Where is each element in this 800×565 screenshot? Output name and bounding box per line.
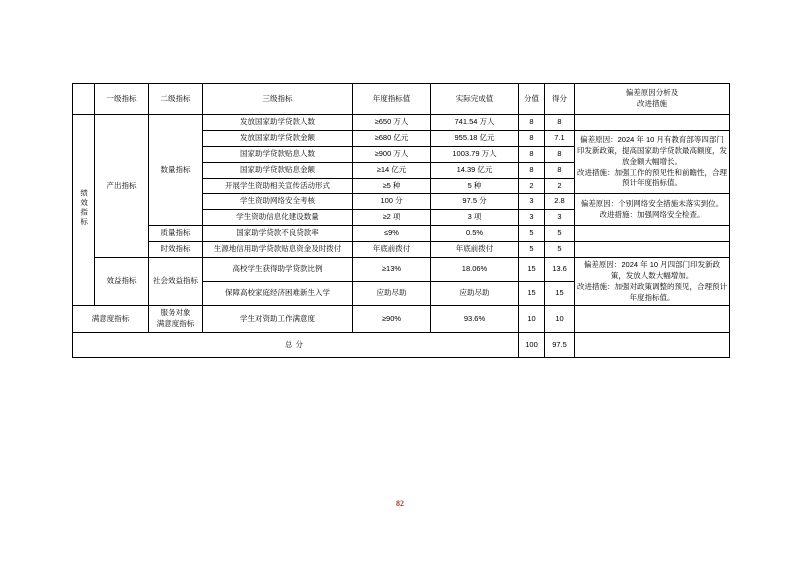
indicator-score: 8 [545, 115, 575, 131]
indicator-name: 国家助学贷款不良贷款率 [203, 226, 353, 242]
table-header-row [73, 84, 730, 115]
level2-quantity: 数量指标 [149, 115, 203, 226]
indicator-score: 13.6 [545, 257, 575, 281]
level2-service-satisfaction: 服务对象 满意度指标 [149, 306, 203, 333]
header-level2: 二级指标 [149, 84, 203, 115]
indicator-actual: 应助尽助 [431, 282, 519, 306]
table-row [73, 226, 730, 242]
indicator-actual: 0.5% [431, 226, 519, 242]
indicator-score-max: 8 [519, 146, 545, 162]
indicator-actual: 5 种 [431, 178, 519, 194]
indicator-score-max: 2 [519, 178, 545, 194]
indicator-score: 5 [545, 226, 575, 242]
indicator-target: ≥14 亿元 [353, 162, 431, 178]
table-row [73, 115, 730, 131]
indicator-score-max: 15 [519, 282, 545, 306]
indicator-name: 国家助学贷款贴息人数 [203, 146, 353, 162]
total-row [73, 333, 730, 358]
indicator-score: 2 [545, 178, 575, 194]
indicator-name: 国家助学贷款贴息金额 [203, 162, 353, 178]
header-actual: 实际完成值 [431, 84, 519, 115]
header-analysis: 偏差原因分析及 改进措施 [575, 84, 730, 115]
indicator-actual: 1003.79 万人 [431, 146, 519, 162]
indicator-score-max: 5 [519, 242, 545, 258]
performance-table-container [72, 83, 729, 358]
indicator-analysis: 偏差原因：个别网络安全措施未落实到位。 改进措施：加强网络安全检查。 [575, 194, 730, 226]
indicator-target: 应助尽助 [353, 282, 431, 306]
indicator-actual: 97.5 分 [431, 194, 519, 210]
indicator-actual: 年底前拨付 [431, 242, 519, 258]
indicator-score: 5 [545, 242, 575, 258]
indicator-analysis [575, 306, 730, 333]
indicator-name: 发放国家助学贷款金额 [203, 130, 353, 146]
indicator-name: 保障高校家庭经济困难新生入学 [203, 282, 353, 306]
header-target: 年度指标值 [353, 84, 431, 115]
performance-indicators-table [72, 83, 730, 358]
indicator-score: 7.1 [545, 130, 575, 146]
indicator-name: 生源地信用助学贷款贴息资金及时拨付 [203, 242, 353, 258]
header-level3: 三级指标 [203, 84, 353, 115]
indicator-score: 3 [545, 210, 575, 226]
indicator-target: ≥2 项 [353, 210, 431, 226]
indicator-analysis [575, 115, 730, 131]
indicator-actual: 93.6% [431, 306, 519, 333]
indicator-actual: 3 项 [431, 210, 519, 226]
indicator-score: 8 [545, 146, 575, 162]
indicator-target: ≥5 种 [353, 178, 431, 194]
indicator-score-max: 8 [519, 130, 545, 146]
indicator-target: ≥900 万人 [353, 146, 431, 162]
indicator-target: ≥13% [353, 257, 431, 281]
level2-social-benefit: 社会效益指标 [149, 257, 203, 306]
indicator-actual: 955.18 亿元 [431, 130, 519, 146]
header-score-max: 分值 [519, 84, 545, 115]
header-level1: 一级指标 [95, 84, 149, 115]
page-number: 82 [396, 499, 404, 508]
indicator-score: 15 [545, 282, 575, 306]
indicator-actual: 18.06% [431, 257, 519, 281]
indicator-score-max: 15 [519, 257, 545, 281]
indicator-analysis [575, 242, 730, 258]
indicator-score-max: 8 [519, 115, 545, 131]
level1-benefit: 效益指标 [95, 257, 149, 306]
indicator-target: ≥90% [353, 306, 431, 333]
indicator-score: 10 [545, 306, 575, 333]
indicator-score: 8 [545, 162, 575, 178]
indicator-target: ≥680 亿元 [353, 130, 431, 146]
indicator-analysis [575, 226, 730, 242]
indicator-name: 学生对资助工作满意度 [203, 306, 353, 333]
total-label: 总分 [73, 333, 519, 358]
indicator-actual: 14.39 亿元 [431, 162, 519, 178]
indicator-analysis: 偏差原因：2024 年 10 月有教育部等四部门印发新政策，提高国家助学贷款最高额度，发放金额大幅增长。 改进措施：加强工作的预见性和前瞻性，合理预计年度指标值。 [575, 130, 730, 194]
table-row [73, 257, 730, 281]
indicator-name: 高校学生获得助学贷款比例 [203, 257, 353, 281]
indicator-name: 学生资助信息化建设数量 [203, 210, 353, 226]
indicator-name: 学生资助网络安全考核 [203, 194, 353, 210]
indicator-analysis: 偏差原因：2024 年 10 月四部门印发新政策，发放人数大幅增加。 改进措施：加强对政策调整的预见，合理预计年度指标值。 [575, 257, 730, 306]
indicator-score-max: 3 [519, 194, 545, 210]
indicator-name: 开展学生资助相关宣传活动形式 [203, 178, 353, 194]
indicator-score-max: 10 [519, 306, 545, 333]
group-label-performance: 绩效指标 [73, 115, 95, 306]
indicator-name: 发放国家助学贷款人数 [203, 115, 353, 131]
total-analysis [575, 333, 730, 358]
header-score: 得分 [545, 84, 575, 115]
header-blank [73, 84, 95, 115]
indicator-target: ≤9% [353, 226, 431, 242]
total-score-max: 100 [519, 333, 545, 358]
indicator-score-max: 3 [519, 210, 545, 226]
level1-output: 产出指标 [95, 115, 149, 258]
indicator-target: 100 分 [353, 194, 431, 210]
indicator-target: ≥650 万人 [353, 115, 431, 131]
table-row [73, 242, 730, 258]
level2-quality: 质量指标 [149, 226, 203, 242]
table-row [73, 306, 730, 333]
indicator-score-max: 8 [519, 162, 545, 178]
indicator-target: 年底前拨付 [353, 242, 431, 258]
indicator-actual: 741.54 万人 [431, 115, 519, 131]
level2-timeliness: 时效指标 [149, 242, 203, 258]
total-score: 97.5 [545, 333, 575, 358]
indicator-score: 2.8 [545, 194, 575, 210]
indicator-score-max: 5 [519, 226, 545, 242]
level1-satisfaction: 满意度指标 [73, 306, 149, 333]
